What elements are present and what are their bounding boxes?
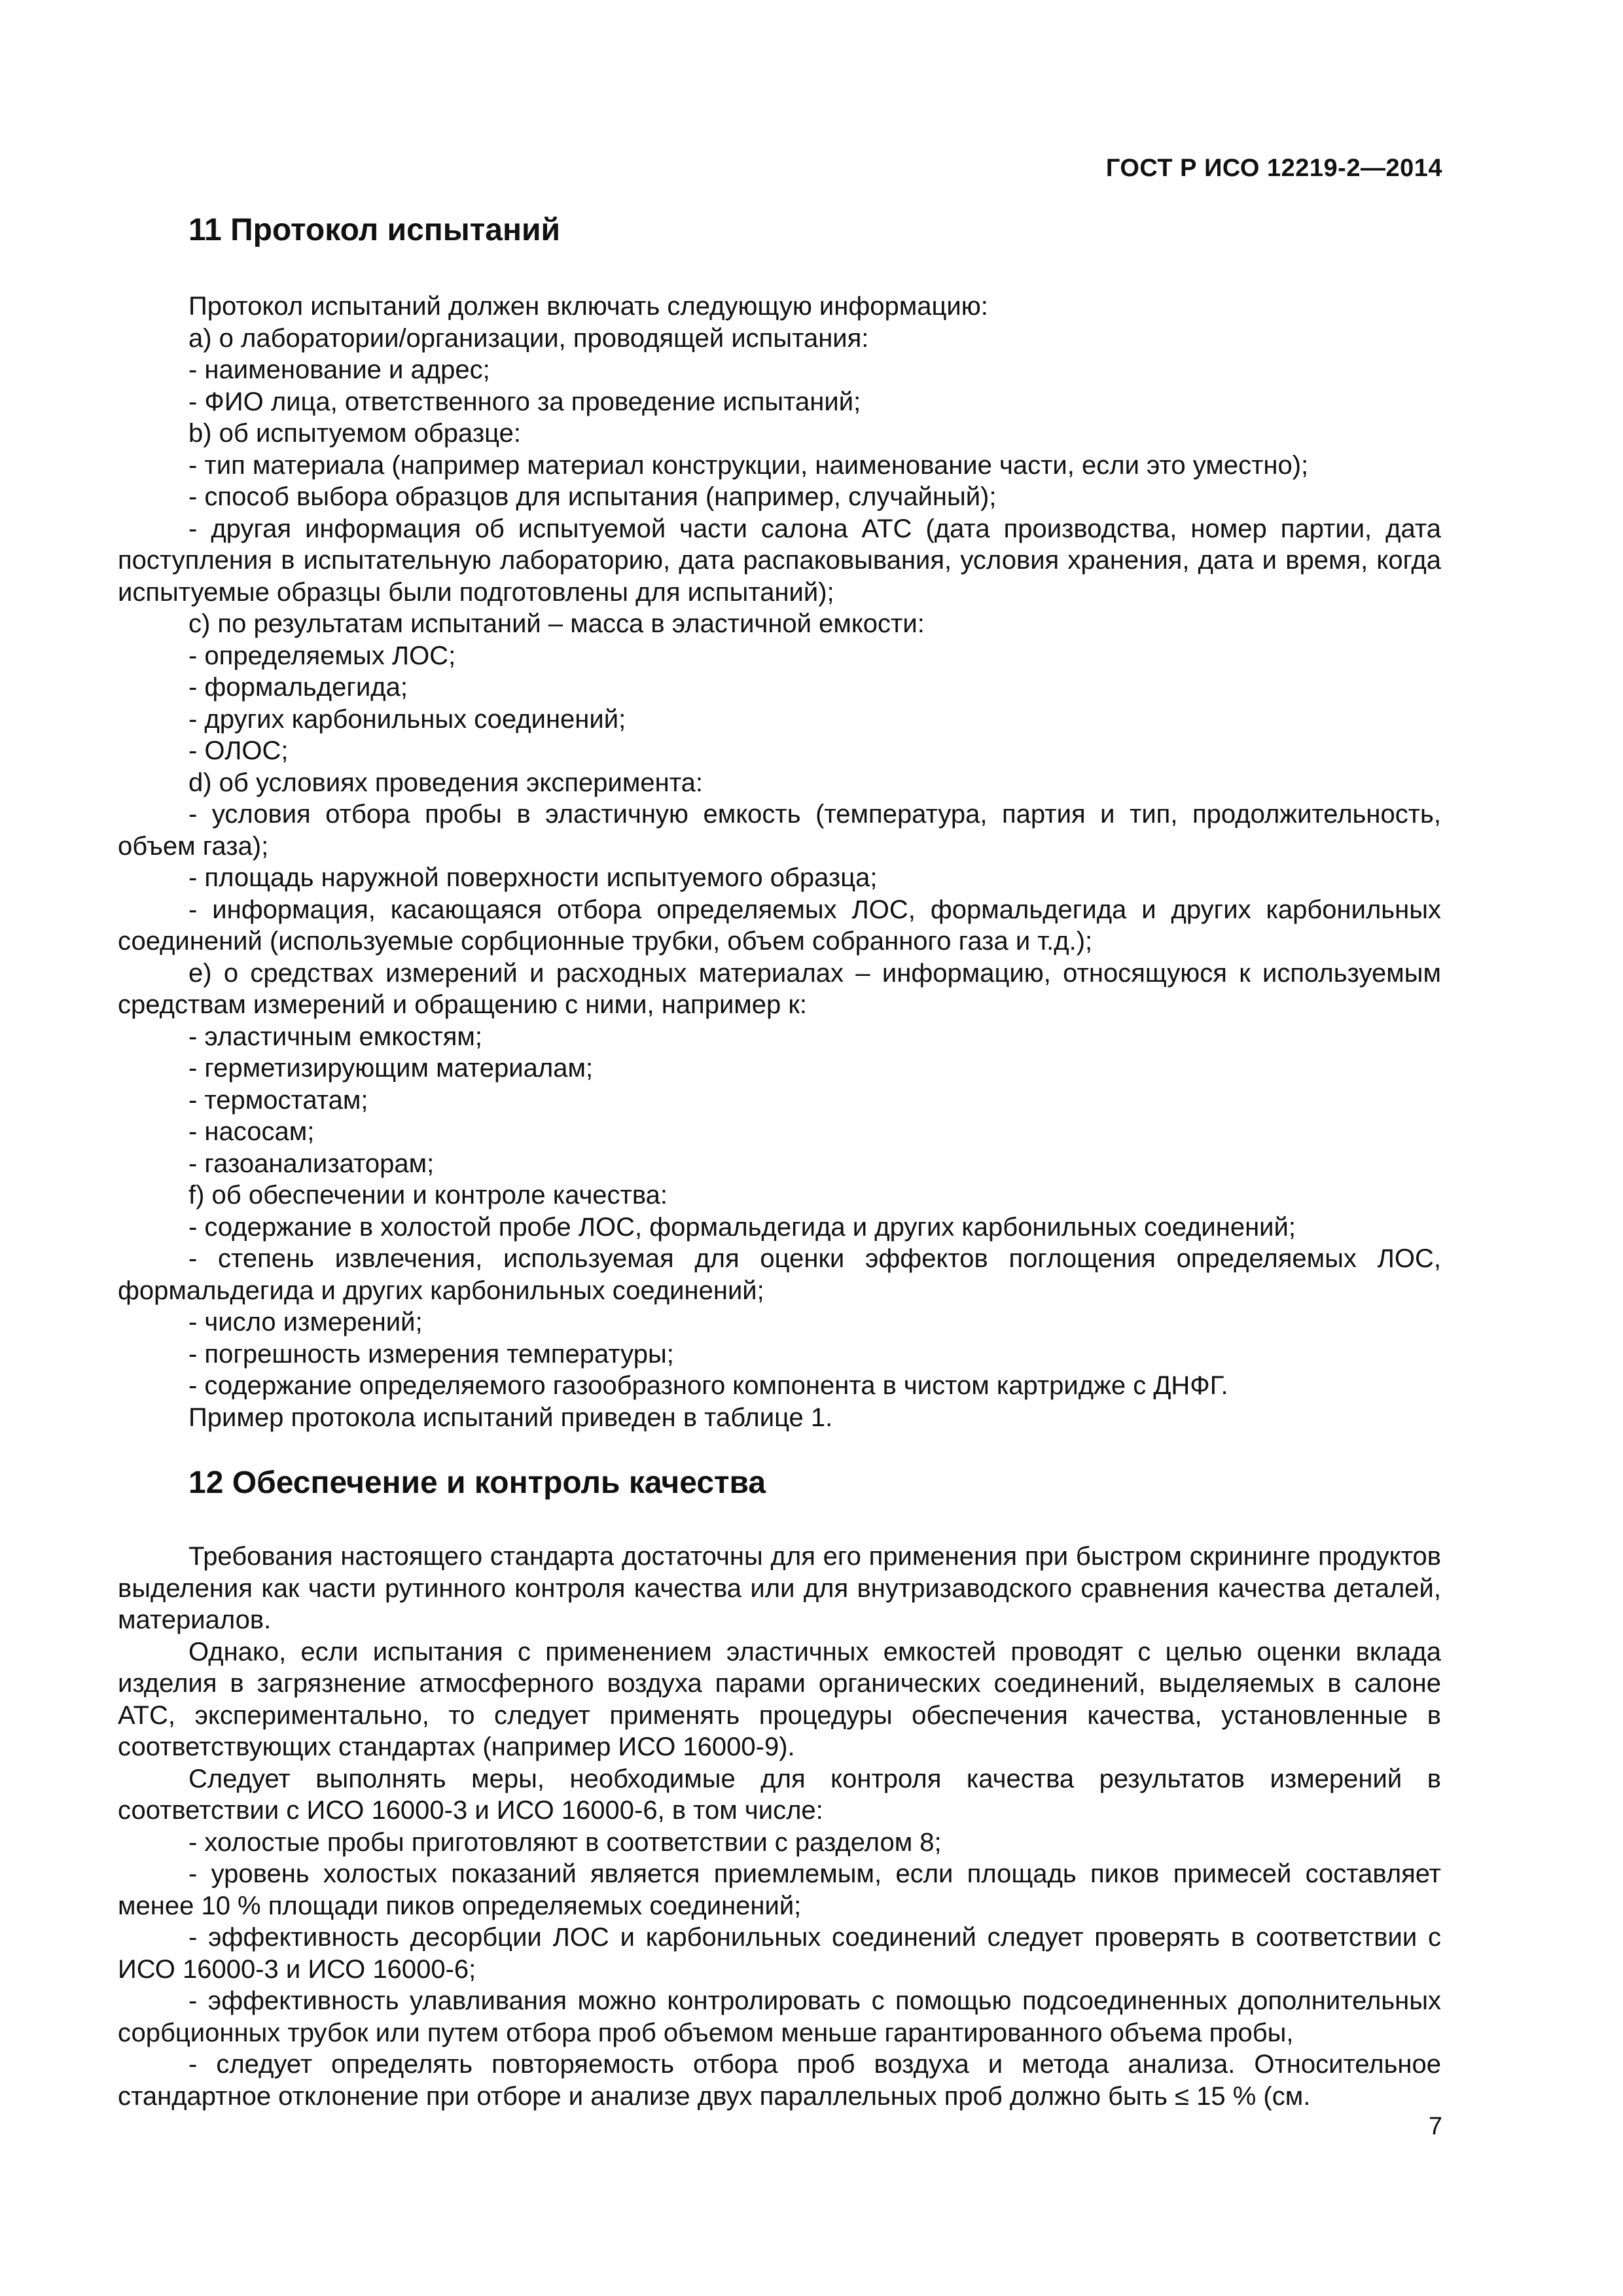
list-item: - содержание определяемого газообразного компонента в чистом картридже с ДНФГ.: [188, 1371, 1228, 1400]
list-item: - следует определять повторяемость отбора проб воздуха и метода анализа. Относительное стандартное отклонение при отборе и анализе двух параллельных проб должно быть ≤ 15 % (см.: [118, 2050, 1441, 2111]
list-item: - площадь наружной поверхности испытуемого образца;: [188, 863, 878, 892]
page-body: [118, 194, 1441, 2112]
list-item: - уровень холостых показаний является приемлемым, если площадь пиков примесей составляет менее 10 % площади пиков определяемых соединений;: [118, 1859, 1441, 1920]
paragraph: Требования настоящего стандарта достаточны для его применения при быстром скрининге продуктов выделения как части рутинного контроля качества или для внутризаводского сравнения качества деталей, материалов.: [118, 1542, 1441, 1634]
page-number: 7: [1428, 2113, 1442, 2140]
list-item: - газоанализаторам;: [188, 1149, 435, 1178]
list-item: b) об испытуемом образце:: [188, 419, 521, 448]
list-item: - другая информация об испытуемой части салона АТС (дата производства, номер партии, дата поступления в испытательную лабораторию, дата распаковывания, условия хранения, дата и время, когда испытуемые образцы были подготовлены для испытаний);: [118, 514, 1441, 607]
list-item: e) о средствах измерений и расходных материалах – информацию, относящуюся к используемым средствам измерений и обращению с ними, например к:: [118, 958, 1441, 1019]
section-11-heading: 11 Протокол испытаний: [188, 213, 560, 247]
list-item: f) об обеспечении и контроле качества:: [188, 1181, 668, 1210]
list-item: - холостые пробы приготовляют в соответствии с разделом 8;: [188, 1827, 942, 1857]
section-12-heading: 12 Обеспечение и контроль качества: [188, 1465, 766, 1500]
list-item: - степень извлечения, используемая для оценки эффектов поглощения определяемых ЛОС, формальдегида и других карбонильных соединений;: [118, 1244, 1441, 1305]
list-item: - эффективность улавливания можно контролировать с помощью подсоединенных дополнительных сорбционных трубок или путем отбора проб объемом меньше гарантированного объема пробы,: [118, 1986, 1441, 2047]
section-11-text: [118, 291, 1441, 1433]
list-item: - эффективность десорбции ЛОС и карбонильных соединений следует проверять в соответствии с ИСО 16000-3 и ИСО 16000-6;: [118, 1923, 1441, 1984]
list-item: - погрешность измерения температуры;: [188, 1339, 674, 1369]
list-item: - число измерений;: [188, 1308, 423, 1336]
list-item: - эластичным емкостям;: [188, 1022, 483, 1051]
list-item: - наименование и адрес;: [188, 355, 490, 384]
section-12-text: [118, 1541, 1441, 2112]
list-item: - способ выбора образцов для испытания (например, случайный);: [188, 482, 997, 511]
list-item: - герметизирующим материалам;: [188, 1054, 594, 1083]
paragraph: Следует выполнять меры, необходимые для контроля качества результатов измерений в соответствии с ИСО 16000-3 и ИСО 16000-6, в том числе:: [118, 1764, 1441, 1825]
list-item: - ОЛОС;: [188, 736, 289, 765]
paragraph: Однако, если испытания с применением эластичных емкостей проводят с целью оценки вклада изделия в загрязнение атмосферного воздуха парами органических соединений, выделяемых в салоне АТС, экспериментально, то следует применять процедуры обеспечения качества, установленные в соответствующих стандартах (например ИСО 16000-9).: [118, 1637, 1441, 1761]
list-item: - информация, касающаяся отбора определяемых ЛОС, формальдегида и других карбонильных соединений (используемые сорбционные трубки, объем собранного газа и т.д.);: [118, 895, 1441, 956]
list-item: - определяемых ЛОС;: [188, 641, 456, 670]
paragraph: Пример протокола испытаний приведен в таблице 1.: [188, 1403, 833, 1432]
list-item: d) об условиях проведения эксперимента:: [188, 768, 703, 797]
list-item: - ФИО лица, ответственного за проведение испытаний;: [188, 387, 861, 416]
list-item: - насосам;: [188, 1117, 315, 1146]
list-item: - других карбонильных соединений;: [188, 704, 626, 734]
list-item: - тип материала (например материал конструкции, наименование части, если это уместно);: [188, 450, 1309, 480]
paragraph: Протокол испытаний должен включать следующую информацию:: [188, 292, 988, 321]
list-item: - термостатам;: [188, 1085, 368, 1115]
list-item: c) по результатам испытаний – масса в эластичной емкости:: [188, 609, 925, 638]
list-item: a) о лаборатории/организации, проводящей испытания:: [188, 323, 869, 353]
list-item: - формальдегида;: [188, 673, 408, 702]
list-item: - содержание в холостой пробе ЛОС, формальдегида и других карбонильных соединений;: [188, 1212, 1296, 1242]
document-code-header: ГОСТ Р ИСО 12219-2—2014: [1105, 154, 1442, 182]
list-item: - условия отбора пробы в эластичную емкость (температура, партия и тип, продолжительность, объем газа);: [118, 800, 1441, 861]
